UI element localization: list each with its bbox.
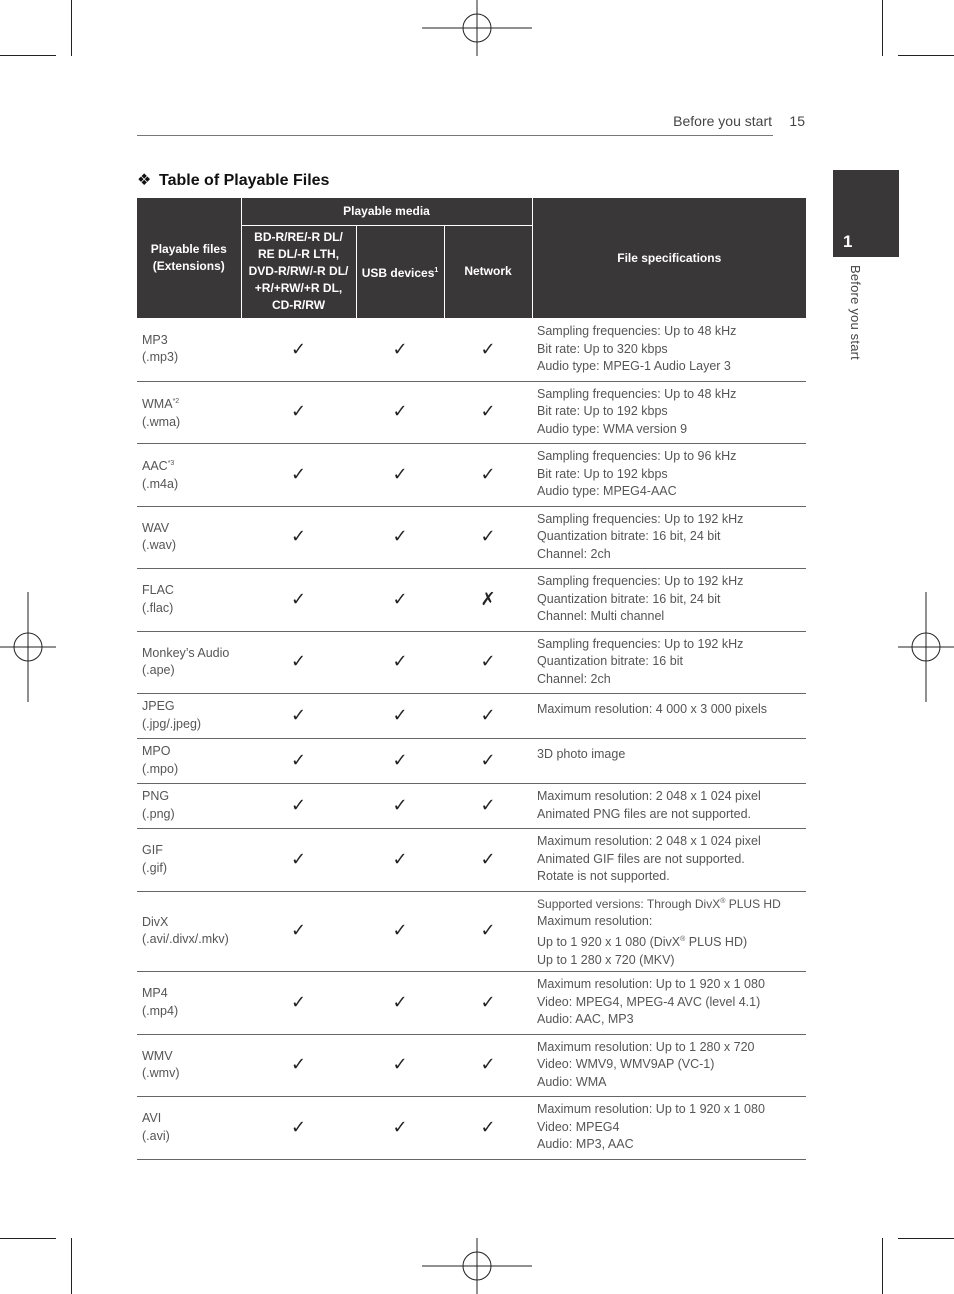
footnote-marker: 1 — [434, 266, 439, 274]
file-type-cell — [137, 828, 241, 891]
file-extension: (.avi/.divx/.mkv) — [142, 932, 229, 946]
spec-line: Maximum resolution: 2 048 x 1 024 pixel — [537, 834, 761, 849]
file-type-name: AAC — [142, 459, 168, 474]
file-specification-cell — [532, 693, 806, 738]
spec-line: Audio: WMA — [537, 1074, 607, 1089]
diamond-bullet-icon: ❖ — [137, 172, 152, 189]
file-specification-cell — [532, 1096, 806, 1159]
table-row — [137, 568, 806, 631]
file-specification-cell — [532, 631, 806, 693]
spec-line: Up to 1 280 x 720 (MKV) — [537, 952, 675, 967]
spec-line: Video: MPEG4, MPEG-4 AVC (level 4.1) — [537, 994, 761, 1009]
crop-mark — [882, 1238, 883, 1294]
file-specification-cell — [532, 971, 806, 1034]
footnote-marker: *3 — [167, 460, 175, 468]
file-extension: (.wma) — [142, 414, 181, 429]
file-type-cell — [137, 738, 241, 783]
file-type-name: WMA — [142, 397, 173, 412]
table-row — [137, 891, 806, 971]
file-extension: (.wmv) — [142, 1066, 180, 1080]
file-specification-cell — [532, 828, 806, 891]
spec-line: Maximum resolution: 4 000 x 3 000 pixels — [537, 701, 767, 716]
check-mark-icon: ✓ — [241, 381, 356, 443]
playable-files-table — [137, 198, 806, 1160]
file-type-name: MP3 — [142, 332, 168, 347]
check-mark-icon: ✓ — [241, 318, 356, 381]
spec-line: Bit rate: Up to 320 kbps — [537, 341, 668, 356]
crop-mark — [0, 1238, 56, 1239]
check-mark-icon: ✓ — [356, 738, 444, 783]
crop-mark — [71, 0, 72, 56]
header-section-title: Before you start — [673, 113, 772, 129]
check-mark-icon: ✓ — [356, 631, 444, 693]
file-type-cell — [137, 693, 241, 738]
table-body — [137, 318, 806, 1159]
section-title — [137, 170, 329, 190]
spec-line: Audio: MP3, AAC — [537, 1137, 634, 1152]
header-disc-media: BD-R/RE/-R DL/ RE DL/-R LTH, DVD-R/RW/-R DL/ +R/+RW/+R DL, CD-R/RW — [241, 225, 356, 318]
file-specification-cell — [532, 1034, 806, 1096]
registration-mark-icon — [422, 0, 532, 56]
file-type-cell — [137, 381, 241, 443]
section-title-text: Table of Playable Files — [159, 172, 330, 189]
spec-line: Channel: 2ch — [537, 671, 611, 686]
file-type-name: MP4 — [142, 986, 168, 1000]
file-type-cell — [137, 568, 241, 631]
check-mark-icon: ✓ — [241, 891, 356, 971]
spec-line: Quantization bitrate: 16 bit — [537, 654, 683, 669]
chapter-number: 1 — [843, 232, 853, 251]
check-mark-icon: ✓ — [241, 738, 356, 783]
table-row — [137, 971, 806, 1034]
check-mark-icon: ✓ — [444, 631, 532, 693]
spec-line: Maximum resolution: Up to 1 920 x 1 080 — [537, 977, 765, 992]
registration-mark-icon — [898, 592, 954, 702]
spec-line: Audio type: MPEG4-AAC — [537, 484, 677, 499]
file-type-cell — [137, 891, 241, 971]
spec-line: Sampling frequencies: Up to 48 kHz — [537, 324, 737, 338]
file-extension: (.ape) — [142, 663, 175, 677]
check-mark-icon: ✓ — [241, 443, 356, 506]
file-specification-cell — [532, 381, 806, 443]
spec-line: Video: MPEG4 — [537, 1119, 620, 1134]
check-mark-icon: ✓ — [241, 971, 356, 1034]
spec-line: Audio: AAC, MP3 — [537, 1012, 634, 1027]
table-row — [137, 738, 806, 783]
crop-mark — [882, 0, 883, 56]
file-type-name: PNG — [142, 789, 170, 803]
file-specification-cell — [532, 783, 806, 828]
check-mark-icon: ✓ — [356, 1096, 444, 1159]
file-specification-cell — [532, 443, 806, 506]
table-row — [137, 1034, 806, 1096]
file-type-cell — [137, 631, 241, 693]
registration-mark-icon — [422, 1238, 532, 1294]
spec-line: Sampling frequencies: Up to 192 kHz — [537, 636, 744, 651]
file-type-cell — [137, 1096, 241, 1159]
check-mark-icon: ✓ — [241, 568, 356, 631]
file-extension: (.png) — [142, 806, 175, 821]
check-mark-icon: ✓ — [444, 783, 532, 828]
page-number: 15 — [789, 113, 805, 129]
table-row — [137, 318, 806, 381]
check-mark-icon: ✓ — [356, 506, 444, 568]
crop-mark — [898, 55, 954, 56]
file-type-cell — [137, 1034, 241, 1096]
file-type-name: DivX — [142, 914, 169, 929]
check-mark-icon: ✓ — [241, 506, 356, 568]
header-usb-label: USB devices — [361, 265, 435, 280]
file-extension: (.wav) — [142, 538, 177, 552]
spec-line: Sampling frequencies: Up to 48 kHz — [537, 386, 737, 401]
file-extension: (.jpg/.jpeg) — [142, 716, 202, 731]
check-mark-icon: ✓ — [356, 971, 444, 1034]
file-extension: (.mpo) — [142, 761, 179, 776]
file-specification-cell — [532, 891, 806, 971]
check-mark-icon: ✓ — [356, 381, 444, 443]
crop-mark — [898, 1238, 954, 1239]
check-mark-icon: ✓ — [241, 693, 356, 738]
check-mark-icon: ✓ — [356, 828, 444, 891]
file-extension: (.m4a) — [142, 477, 179, 492]
cross-mark-icon: ✗ — [444, 568, 532, 631]
check-mark-icon: ✓ — [241, 828, 356, 891]
check-mark-icon: ✓ — [356, 1034, 444, 1096]
table-row — [137, 828, 806, 891]
check-mark-icon: ✓ — [444, 738, 532, 783]
check-mark-icon: ✓ — [356, 783, 444, 828]
file-specification-cell — [532, 506, 806, 568]
header-file-specifications: File specifications — [532, 198, 806, 318]
check-mark-icon: ✓ — [444, 693, 532, 738]
file-type-cell — [137, 506, 241, 568]
spec-line: Channel: 2ch — [537, 546, 611, 561]
footnote-marker: *2 — [172, 397, 180, 405]
file-type-cell — [137, 783, 241, 828]
check-mark-icon: ✓ — [356, 318, 444, 381]
spec-line: Up to 1 920 x 1 080 (DivX® PLUS HD) — [537, 935, 748, 950]
table-row — [137, 381, 806, 443]
file-type-cell — [137, 443, 241, 506]
check-mark-icon: ✓ — [356, 693, 444, 738]
chapter-tab-label: Before you start — [848, 265, 863, 360]
file-type-cell — [137, 318, 241, 381]
file-extension: (.flac) — [142, 600, 174, 615]
file-type-name: AVI — [142, 1111, 162, 1125]
spec-line: Bit rate: Up to 192 kbps — [537, 404, 668, 419]
spec-line: Supported versions: Through DivX® PLUS HD — [537, 896, 781, 911]
registration-mark-icon — [0, 592, 56, 702]
spec-line: Channel: Multi channel — [537, 609, 665, 624]
file-type-name: WMV — [142, 1048, 173, 1063]
check-mark-icon: ✓ — [241, 1096, 356, 1159]
check-mark-icon: ✓ — [241, 1034, 356, 1096]
check-mark-icon: ✓ — [241, 783, 356, 828]
header-usb-devices — [356, 225, 444, 318]
spec-line: Quantization bitrate: 16 bit, 24 bit — [537, 529, 721, 544]
check-mark-icon: ✓ — [444, 828, 532, 891]
spec-line: Maximum resolution: 2 048 x 1 024 pixel — [537, 789, 761, 803]
spec-line: Audio type: WMA version 9 — [537, 421, 688, 436]
check-mark-icon: ✓ — [444, 506, 532, 568]
spec-line: Maximum resolution: Up to 1 280 x 720 — [537, 1039, 755, 1054]
file-specification-cell — [532, 568, 806, 631]
spec-line: Bit rate: Up to 192 kbps — [537, 466, 668, 481]
check-mark-icon: ✓ — [444, 318, 532, 381]
file-type-name: GIF — [142, 843, 163, 857]
spec-line: Rotate is not supported. — [537, 869, 670, 884]
check-mark-icon: ✓ — [444, 1096, 532, 1159]
file-extension: (.mp3) — [142, 350, 179, 365]
table-row — [137, 506, 806, 568]
chapter-tab — [833, 170, 899, 257]
spec-line: Maximum resolution: Up to 1 920 x 1 080 — [537, 1102, 765, 1117]
file-extension: (.gif) — [142, 860, 167, 875]
check-mark-icon: ✓ — [444, 443, 532, 506]
file-type-name: MPO — [142, 744, 171, 758]
header-playable-media: Playable media — [241, 198, 532, 225]
spec-line: Animated GIF files are not supported. — [537, 851, 745, 866]
check-mark-icon: ✓ — [356, 891, 444, 971]
spec-line: Sampling frequencies: Up to 192 kHz — [537, 511, 744, 526]
table-row — [137, 693, 806, 738]
table-row — [137, 631, 806, 693]
check-mark-icon: ✓ — [356, 568, 444, 631]
header-rule — [137, 135, 773, 136]
running-header — [137, 112, 805, 136]
table-row — [137, 443, 806, 506]
file-extension: (.avi) — [142, 1128, 170, 1143]
file-specification-cell — [532, 738, 806, 783]
spec-line: Sampling frequencies: Up to 96 kHz — [537, 449, 737, 464]
crop-mark — [0, 55, 56, 56]
file-extension: (.mp4) — [142, 1003, 179, 1018]
file-type-name: JPEG — [142, 699, 175, 713]
spec-line: Video: WMV9, WMV9AP (VC-1) — [537, 1057, 715, 1072]
header-playable-files: Playable files (Extensions) — [137, 198, 241, 318]
check-mark-icon: ✓ — [444, 381, 532, 443]
check-mark-icon: ✓ — [241, 631, 356, 693]
file-specification-cell — [532, 318, 806, 381]
file-type-name: FLAC — [142, 583, 174, 597]
table-row — [137, 1096, 806, 1159]
crop-mark — [71, 1238, 72, 1294]
spec-line: Animated PNG files are not supported. — [537, 806, 752, 821]
check-mark-icon: ✓ — [444, 971, 532, 1034]
spec-line: Audio type: MPEG-1 Audio Layer 3 — [537, 359, 731, 373]
check-mark-icon: ✓ — [444, 1034, 532, 1096]
spec-line: Sampling frequencies: Up to 192 kHz — [537, 574, 744, 589]
header-network: Network — [444, 225, 532, 318]
spec-line: Maximum resolution: — [537, 914, 653, 929]
file-type-name: WAV — [142, 520, 170, 535]
file-type-cell — [137, 971, 241, 1034]
file-type-name: Monkey’s Audio — [142, 645, 230, 660]
check-mark-icon: ✓ — [356, 443, 444, 506]
table-row — [137, 783, 806, 828]
spec-line: 3D photo image — [537, 746, 626, 761]
spec-line: Quantization bitrate: 16 bit, 24 bit — [537, 591, 721, 606]
check-mark-icon: ✓ — [444, 891, 532, 971]
